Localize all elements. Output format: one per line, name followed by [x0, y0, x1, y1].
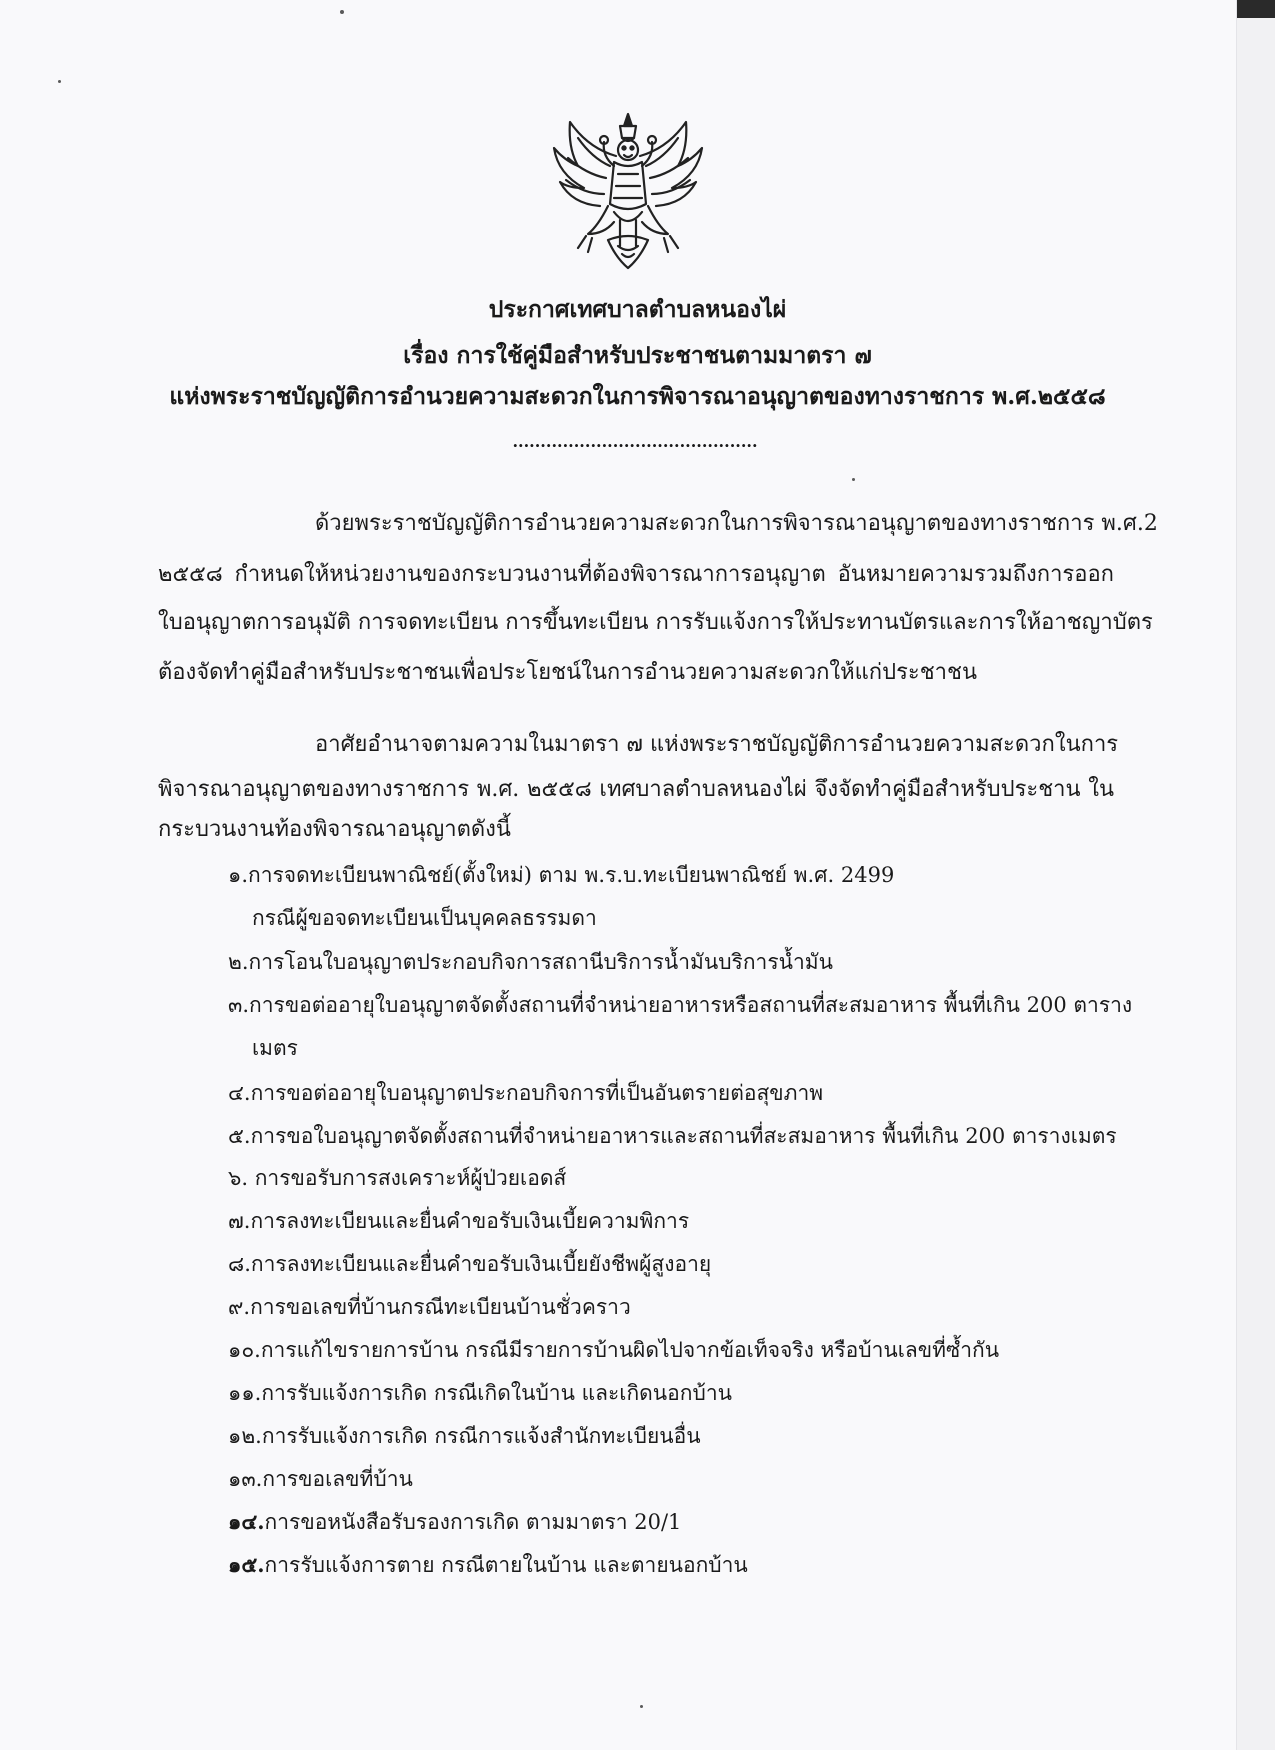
list-item-text: การโอนใบอนุญาตประกอบกิจการสถานีบริการน้ำมันบริการน้ำมัน	[248, 950, 833, 974]
list-item	[228, 1206, 1128, 1236]
list-item-text: การขอหนังสือรับรองการเกิด ตามมาตรา 20/1	[264, 1510, 682, 1534]
list-item-text: การขอเลขที่บ้าน	[262, 1467, 413, 1491]
list-item-number: ๖.	[228, 1166, 249, 1190]
list-item-text: การแก้ไขรายการบ้าน กรณีมีรายการบ้านผิดไปจากข้อเท็จจริง หรือบ้านเลขที่ซ้ำกัน	[260, 1338, 1000, 1362]
scan-edge-mark	[1237, 0, 1275, 18]
scan-speck	[852, 478, 855, 481]
list-item-text: การขอต่ออายุใบอนุญาตจัดตั้งสถานที่จำหน่ายอาหารหรือสถานที่สะสมอาหาร พื้นที่เกิน 200 ตาราง	[249, 993, 1133, 1017]
list-item-text: การลงทะเบียนและยื่นคำขอรับเงินเบี้ยความพิการ	[250, 1209, 690, 1233]
para2-line: พิจารณาอนุญาตของทางราชการ พ.ศ. ๒๕๕๘ เทศบาลตำบลหนองไผ่ จึงจัดทำคู่มือสำหรับประชาน ใน	[158, 777, 1114, 802]
list-item-number: ๑๒.	[228, 1424, 262, 1448]
list-item	[228, 1249, 1128, 1279]
list-item	[228, 1378, 1128, 1408]
list-item-text: การขอรับการสงเคราะห์ผู้ป่วยเอดส์	[248, 1166, 567, 1190]
list-item-text: การจดทะเบียนพาณิชย์(ตั้งใหม่) ตาม พ.ร.บ.ทะเบียนพาณิชย์ พ.ศ. 2499	[248, 863, 895, 887]
list-item-number: ๑๕.	[228, 1552, 265, 1577]
para1-line: ใบอนุญาตการอนุมัติ การจดทะเบียน การขึ้นทะเบียน การรับแจ้งการให้ประทานบัตรและการให้อาชญาบัตร	[158, 610, 1153, 635]
list-item-number: ๑๓.	[228, 1467, 263, 1491]
list-item	[228, 860, 1128, 890]
announcement-subject: เรื่อง การใช้คู่มือสำหรับประชาชนตามมาตรา ๗	[403, 342, 872, 369]
list-item-number: ๑๑.	[228, 1381, 262, 1405]
announcement-title: ประกาศเทศบาลตำบลหนองไผ่	[488, 296, 787, 323]
list-item-number: ๑๐.	[228, 1338, 261, 1362]
list-item-text: การลงทะเบียนและยื่นคำขอรับเงินเบี้ยยังชีพผู้สูงอายุ	[250, 1252, 712, 1276]
announcement-act: แห่งพระราชบัญญัติการอำนวยความสะดวกในการพิจารณาอนุญาตของทางราชการ พ.ศ.๒๕๕๘	[169, 383, 1106, 410]
list-item-text: การขอเลขที่บ้านกรณีทะเบียนบ้านชั่วคราว	[250, 1295, 631, 1319]
list-item-text: การขอใบอนุญาตจัดตั้งสถานที่จำหน่ายอาหารและสถานที่สะสมอาหาร พื้นที่เกิน 200 ตารางเมตร	[250, 1124, 1117, 1148]
list-item-number: ๑๔.	[228, 1509, 265, 1534]
para2-line: อาศัยอำนาจตามความในมาตรา ๗ แห่งพระราชบัญญัติการอำนวยความสะดวกในการ	[315, 732, 1119, 757]
list-item-number: ๘.	[228, 1252, 251, 1276]
list-item	[228, 1078, 1128, 1108]
list-item	[228, 1163, 1128, 1193]
list-item-number: ๒.	[228, 950, 249, 974]
list-item-number: ๙.	[228, 1295, 251, 1319]
list-item-continuation: กรณีผู้ขอจดทะเบียนเป็นบุคคลธรรมดา	[252, 906, 597, 930]
list-item-text: การขอต่ออายุใบอนุญาตประกอบกิจการที่เป็นอันตรายต่อสุขภาพ	[250, 1081, 824, 1105]
scan-speck	[58, 80, 61, 83]
scan-edge	[1236, 0, 1275, 1750]
list-item-text: การรับแจ้งการเกิด กรณีเกิดในบ้าน และเกิดนอกบ้าน	[261, 1381, 732, 1405]
list-item-number: ๓.	[228, 993, 250, 1017]
list-item	[228, 947, 1128, 977]
scan-speck	[640, 1705, 643, 1708]
list-item	[228, 1550, 1128, 1580]
list-item-continuation: เมตร	[252, 1036, 298, 1060]
list-item-number: ๔.	[228, 1081, 251, 1105]
list-item	[228, 1292, 1128, 1322]
list-item	[228, 990, 1133, 1020]
list-item	[228, 1335, 1128, 1365]
para2-line: กระบวนงานท้องพิจารณาอนุญาตดังนี้	[158, 817, 511, 842]
list-item	[228, 1507, 1128, 1537]
para1-line: ๒๕๕๘ กำหนดให้หน่วยงานของกระบวนงานที่ต้องพิจารณาการอนุญาต อันหมายความรวมถึงการออก	[158, 562, 1114, 587]
list-item	[228, 1421, 1128, 1451]
list-item	[228, 1121, 1128, 1151]
list-item-number: ๗.	[228, 1209, 251, 1233]
list-item-text: การรับแจ้งการเกิด กรณีการแจ้งสำนักทะเบียนอื่น	[261, 1424, 701, 1448]
title-separator: ............................................	[512, 432, 758, 451]
garuda-emblem-icon	[548, 108, 708, 276]
list-item-text: การรับแจ้งการตาย กรณีตายในบ้าน และตายนอกบ้าน	[264, 1553, 748, 1577]
list-item-number: ๑.	[228, 863, 249, 887]
list-item	[228, 1464, 1128, 1494]
scan-speck	[340, 10, 344, 14]
para1-line: ด้วยพระราชบัญญัติการอำนวยความสะดวกในการพิจารณาอนุญาตของทางราชการ พ.ศ.2	[315, 511, 1158, 536]
para1-line: ต้องจัดทำคู่มือสำหรับประชาชนเพื่อประโยชน์ในการอำนวยความสะดวกให้แก่ประชาชน	[158, 660, 977, 685]
list-item-number: ๕.	[228, 1124, 251, 1148]
